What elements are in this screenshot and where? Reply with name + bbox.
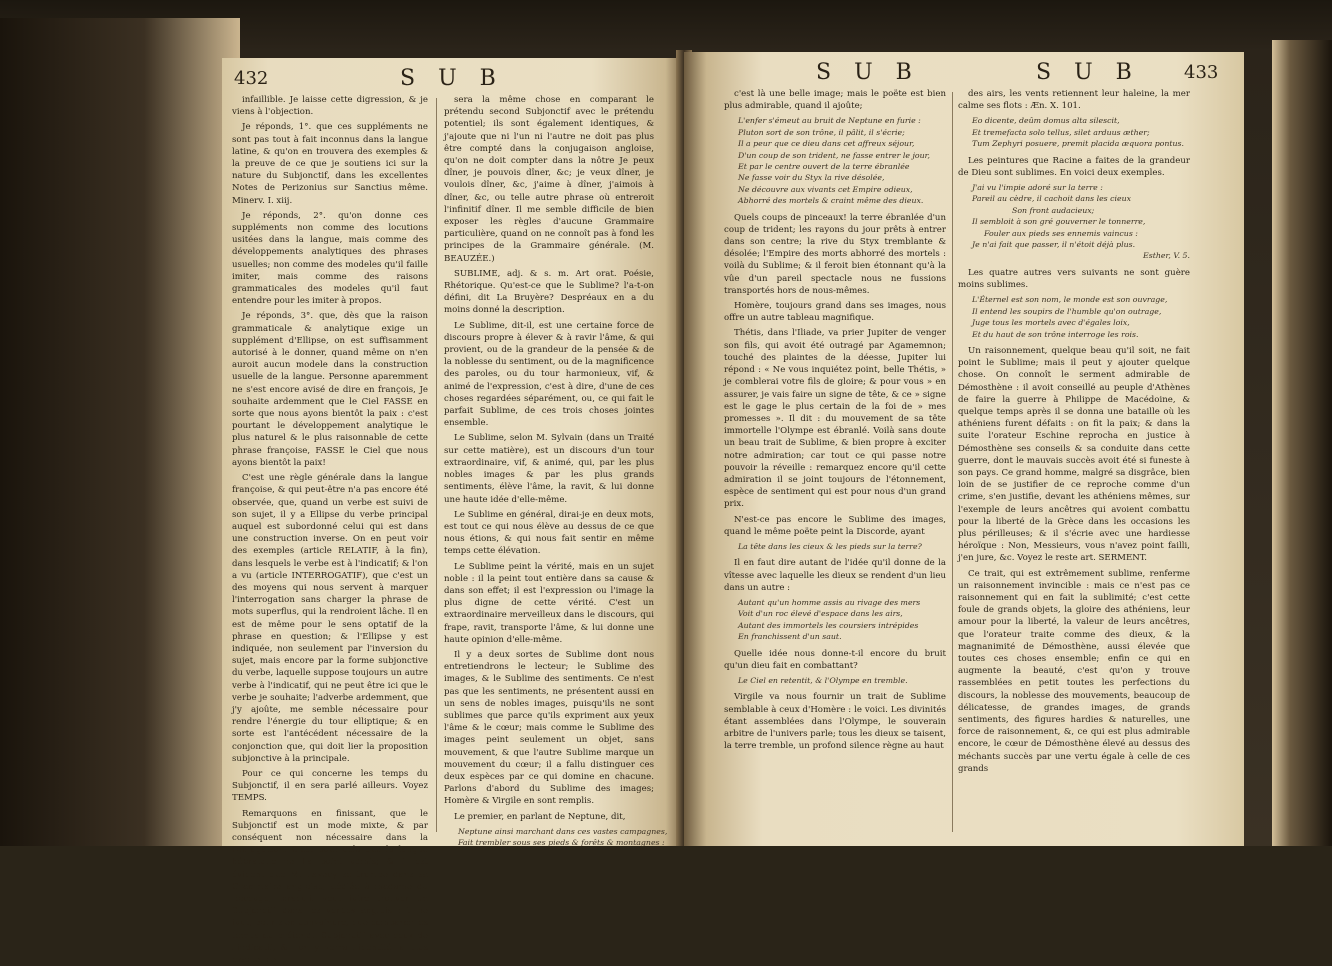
- verse-quote: [724, 115, 946, 206]
- verse-line: Pluton sort de son trône, il pâlit, il s'écrie;: [738, 127, 905, 137]
- verse-line: Ne fasse voir du Styx la rive désolée,: [738, 173, 885, 183]
- paragraph: des airs, les vents retiennent leur haleine, la mer calme ses flots : Æn. X. 101.: [958, 89, 1190, 112]
- paragraph: infaillible. Je laisse cette digression, & je viens à l'objection.: [232, 95, 428, 118]
- verse-line: Fouler aux pieds ses ennemis vaincus :: [984, 228, 1138, 238]
- verse-line: Abhorré des mortels & craint même des dieux.: [738, 196, 924, 206]
- verse-quote: [724, 541, 946, 552]
- verse-line: Fait trembler sous ses pieds & forêts & montagnes :: [458, 838, 665, 848]
- paragraph: N'est-ce pas encore le Sublime des images, quand le même poëte peint la Discorde, ayant: [724, 514, 946, 537]
- paragraph: c'est là une belle image; mais le poëte est bien plus admirable, quand il ajoûte;: [724, 89, 946, 112]
- verse-line: Tum Zephyri posuere, premit placida æquora pontus.: [972, 139, 1185, 149]
- verse-quote: [958, 294, 1190, 340]
- verse-line: Pareil au cèdre, il cachoit dans les cieux: [972, 194, 1132, 204]
- paragraph: Le Sublime, dit-il, est une certaine force de discours propre à élever & à ravir l'âme, & qui provient, ou de la grandeur de la pensée & de la noblesse du sentiment, ou de la magnificence des paroles, ou du tour harmonieux, vif, & animé de l'expression, c'est à dire, d'une de ces choses regardées séparément, ou, ce qui fait le parfait Sublime, de ces trois choses jointes ensemble.: [444, 320, 654, 429]
- paragraph: Quelle idée nous donne-t-il encore du bruit qu'un dieu fait en combattant?: [724, 648, 946, 671]
- left-column-1: [232, 94, 428, 966]
- paragraph: sera la même chose en comparant le prétendu second Subjonctif avec le prétendu potentiel; ils sont également identiques, & j'ajoute que ni l'un ni l'autre ne doit pas plus être compté dans la conjugaison angloise, qu'on ne doit compter dans la nôtre Je peux dîner, je pouvois dîner, &c; je veux dîner, je voulois dîner, &c, j'aime à dîner, j'aimois à dîner, &c, ou telle autre phrase où entreroit l'infinitif dîner. Il me semble difficile de bien exposer les règles d'aucune Grammaire particulière, quand on ne connoît pas à fond les principes de la Grammaire générale. (M. BEAUZÉE.): [444, 95, 654, 264]
- left-column-2: [444, 94, 668, 848]
- verse-line: La tête dans les cieux & les pieds sur la terre?: [738, 541, 922, 551]
- verse-line: Eo dicente, deûm domus alta silescit,: [972, 116, 1120, 126]
- paragraph: Un raisonnement, quelque beau qu'il soit, ne fait point le Sublime; mais il peut y ajouter quelque chose. On connoît le serment admirable de Démosthène : il avoit conseillé au peuple d'Athènes de faire la guerre à Philippe de Macédoine, & quelque temps après il se donna une bataille où les athéniens furent défaits : on fit la paix; & dans la suite l'orateur Eschine reprocha en justice à Démosthène ses conseils & sa conduite dans cette guerre, dont le mauvais succès avoit été si funeste à son pays. Ce grand homme, malgré sa disgrâce, bien loin de se justifier de ce reproche comme d'un crime, s'en justifie, devant les athéniens mêmes, sur l'exemple de leurs ancêtres qui avoient combattu pour la liberté de la Grèce dans les occasions les plus périlleuses; & il s'écrie avec une hardiesse héroïque : Non, Messieurs, vous n'avez point failli, j'en jure, &c. Voyez le reste art. SERMENT.: [958, 345, 1190, 564]
- verse-quote: [958, 182, 1190, 262]
- paragraph: Je réponds, 3°. que, dès que la raison grammaticale & analytique exige un supplément d'Ellipse, on est suffisamment autorisé à le donner, quand même on n'en auroit aucun modele dans la construction usuelle de la langue. Personne aparemment ne s'est encore avisé de dire en françois, Je souhaite ardemment que le Ciel FASSE en sorte que nous ayons bientôt la paix : c'est pourtant le développement analytique le plus naturel & le plus raisonnable de cette phrase françoise, FASSE le Ciel que nous ayons bientôt la paix!: [232, 311, 428, 468]
- verse-line: Le Ciel en retentit, & l'Olympe en tremble.: [738, 675, 908, 685]
- verse-line: Et par le centre ouvert de la terre ébranlée: [738, 162, 910, 172]
- column-rule: [436, 98, 437, 832]
- verse-line: L'Éternel est son nom, le monde est son ouvrage,: [972, 295, 1168, 305]
- verse-line: Voit d'un roc élevé d'espace dans les airs,: [738, 609, 903, 619]
- paragraph: Le Sublime en général, dirai-je en deux mots, est tout ce qui nous élève au dessus de ce que nous étions, & qui nous fait sentir en même temps cette élévation.: [444, 509, 654, 557]
- verse-citation: Esther, V. 5.: [1143, 251, 1190, 261]
- right-column-2: [958, 88, 1190, 838]
- verse-line: Son front audacieux;: [1012, 205, 1095, 215]
- verse-line: Je n'ai fait que passer, il n'étoit déjà plus.: [972, 240, 1136, 250]
- left-folio: 432: [234, 68, 269, 89]
- right-column-1: [724, 88, 946, 838]
- paragraph: Je réponds, 2°. qu'on donne ces suppléments non comme des locutions usitées dans la langue, mais comme des développements analytiques des phrases usuelles; non comme des modeles qu'il faille imiter, mais comme des raisons grammaticales des modeles qu'il faut entendre pour les imiter à propos.: [232, 210, 428, 307]
- verse-line: J'ai vu l'impie adoré sur la terre :: [972, 183, 1103, 193]
- paragraph: Remarquons en finissant, que le Subjonctif est un mode mixte, & par conséquent non nécessaire dans la conjugaison. C'est pour cela que la langue hébraïque ne l'a point admis; & il est évident que M. Lavecy se trompe dans sa Grammaire angloise, dédiée à madame du Boccage, lorsqu'il veut faire trouver un Subjonctif dans les verbes anglois : il ne faut, pour s'en convaincre, que comparer les temps du prétendu Subjonctif avec ceux de l'indicatif, & l'on y verra l'identité la plus exacte; ce: [232, 808, 428, 966]
- paragraph: Pour ce qui concerne les temps du Subjonctif, il en sera parlé ailleurs. Voyez TEMPS.: [232, 768, 428, 804]
- verse-line: Il entend les soupirs de l'humble qu'on outrage,: [972, 306, 1162, 316]
- paragraph: Le Sublime, selon M. Sylvain (dans un Traité sur cette matière), est un discours d'un tour extraordinaire, vif, & animé, qui, par les plus nobles images & par les plus grands sentiments, élève l'âme, la ravit, & lui donne une haute idée d'elle-même.: [444, 433, 654, 505]
- verse-quote: [724, 597, 946, 643]
- verse-line: Il a peur que ce dieu dans cet affreux séjour,: [738, 139, 915, 149]
- verse-line: D'un coup de son trident, ne fasse entrer le jour,: [738, 150, 930, 160]
- verse-line: Il sembloit à son gré gouverner le tonnerre,: [972, 217, 1146, 227]
- paragraph: Les peintures que Racine a faites de la grandeur de Dieu sont sublimes. En voici deux exemples.: [958, 155, 1190, 178]
- verse-line: Autant qu'un homme assis au rivage des mers: [738, 597, 921, 607]
- left-page: [222, 58, 684, 966]
- book-edge-right: [1272, 40, 1332, 846]
- verse-line: En franchissent d'un saut.: [738, 632, 842, 642]
- paragraph: Ce trait, qui est extrêmement sublime, renferme un raisonnement invincible : mais ce n'est pas ce raisonnement qui en fait la sublimité; c'est cette foule de grands objets, la gloire des athéniens, leur amour pour la liberté, la valeur de leurs ancêtres, que l'orateur traite comme des dieux, & la magnanimité de Démosthène, aussi élevée que toutes ces choses ensemble; enfin ce qui en augmente la beauté, c'est qu'on y trouve rassemblées en petit toutes les perfections du discours, la noblesse des mouvements, beaucoup de délicatesse, de grandes images, de grands sentiments, des figures hardies & naturelles, une force de raisonnement, &, ce qui est plus admirable encore, le cœur de Démosthène élevé au dessus des méchants succès par une vertu égale à celle de ces grands: [958, 568, 1190, 774]
- paragraph: Quels coups de pinceaux! la terre ébranlée d'un coup de trident; les rayons du jour prêts à entrer dans son centre; la rive du Styx tremblante & désolée; l'Empire des morts abhorré des mortels : voilà du Sublime; & il feroit bien étonnant qu'à la vûe d'un pareil spectacle nous ne fussions transportés hors de nous-mêmes.: [724, 212, 946, 296]
- paragraph: Homère, toujours grand dans ses images, nous offre un autre tableau magnifique.: [724, 301, 946, 324]
- verse-line: Neptune ainsi marchant dans ces vastes campagnes,: [458, 826, 668, 836]
- paragraph: Je réponds, 1°. que ces suppléments ne sont pas tout à fait inconnus dans la langue latine, & qu'on en trouvera des exemples & la preuve de ce que je soutiens ici sur la nature du Subjonctif, dans les excellentes Notes de Perizonius sur Sanctius même. Minerv. I. xiij.: [232, 122, 428, 206]
- verse-line: L'enfer s'émeut au bruit de Neptune en furie :: [738, 116, 921, 126]
- verse-quote: [958, 115, 1190, 149]
- left-running-head: S U B: [400, 66, 504, 91]
- paragraph: Il y a deux sortes de Sublime dont nous entretiendrons le lecteur; le Sublime des images, & le Sublime des sentiments. Ce n'est pas que les sentiments, ne présentent aussi en un sens de nobles images, puisqu'ils ne sont sublimes que parce qu'ils expriment aux yeux l'âme & le cœur; mais comme le Sublime des images peint seulement un objet, sans mouvement, & que l'autre Sublime marque un mouvement du cœur; il a fallu distinguer ces deux espèces par ce qui domine en chacune. Parlons d'abord du Sublime des images; Homère & Virgile en sont remplis.: [444, 649, 654, 807]
- verse-line: Et tremefacta solo tellus, silet arduus æther;: [972, 127, 1150, 137]
- right-folio: 433: [1184, 62, 1219, 83]
- column-rule: [952, 92, 953, 832]
- verse-line: Juge tous les mortels avec d'égales loix,: [972, 318, 1130, 328]
- verse-quote: [724, 675, 946, 686]
- right-page: [684, 52, 1244, 846]
- paragraph: C'est une règle générale dans la langue françoise, & qui peut-être n'a pas encore été observée, que, quand un verbe est suivi de son sujet, il y a Ellipse du verbe principal auquel est subordonné celui qui est dans une construction inverse. On en peut voir des exemples (article RELATIF, à la fin), dans lesquels le verbe est à l'indicatif; & l'on a vu (article INTERROGATIF), que c'est un des moyens qui nous servent à marquer l'interrogation sans charger la phrase de mots superflus, qui la rendroient lâche. Il en est de même pour le sens optatif de la phrase en question; & l'Ellipse y est indiquée, non seulement par l'inversion du sujet, mais encore par la forme subjonctive du verbe, laquelle suppose toujours un autre verbe à l'indicatif, qui ne peut être ici que le verbe je souhaite; l'adverbe ardemment, que j'y ajoûte, me semble nécessaire pour rendre l'énergie du tour elliptique; & en sorte est l'antécédent nécessaire de la conjonction que, qui doit lier la proposition subjonctive à la principale.: [232, 473, 428, 764]
- right-running-head-left: S U B: [816, 60, 920, 85]
- paragraph: Virgile va nous fournir un trait de Sublime semblable à ceux d'Homère : le voici. Les divinités étant assemblées dans l'Olympe, le souverain arbitre de l'univers parle; tous les dieux se taisent, la terre tremble, un profond silence règne au haut: [724, 692, 946, 752]
- verse-line: Et du haut de son trône interroge les rois.: [972, 329, 1139, 339]
- verse-line: Ne découvre aux vivants cet Empire odieux,: [738, 184, 913, 194]
- paragraph: Le premier, en parlant de Neptune, dit,: [454, 811, 626, 822]
- right-running-head-right: S U B: [1036, 60, 1140, 85]
- verse-line: Autant des immortels les coursiers intrépides: [738, 620, 919, 630]
- book-edge-left: [0, 18, 240, 846]
- paragraph: Les quatre autres vers suivants ne sont guère moins sublimes.: [958, 267, 1190, 291]
- paragraph: Thétis, dans l'Iliade, va prier Jupiter de venger son fils, qui avoit été outragé par Agamemnon; touché des plaintes de la déesse, Jupiter lui répond : « Ne vous inquiétez point, belle Thétis, » je comblerai votre fils de gloire; & pour vous » en assurer, je vais faire un signe de tête, & ce » signe est le gage le plus certain de la foi de » mes promesses ». Il dit : du mouvement de sa tête immortelle l'Olympe est ébranlé. Voilà sans doute un beau trait de Sublime, & bien propre à exciter notre admiration; car tout ce qui passe notre pouvoir la réveille : remarquez encore qu'il cette admiration il se joint toujours de l'étonnement, espèce de sentiment qui est pour nous d'un grand prix.: [724, 328, 946, 510]
- paragraph: Il en faut dire autant de l'idée qu'il donne de la vîtesse avec laquelle les dieux se rendent d'un lieu dans un autre :: [724, 558, 946, 593]
- verse-quote: [444, 826, 668, 849]
- paragraph: Le Sublime peint la vérité, mais en un sujet noble : il la peint tout entière dans sa cause & dans son effet; il est l'expression ou l'image la plus digne de cette vérité. C'est un extraordinaire merveilleux dans le discours, qui frape, ravit, transporte l'âme, & lui donne une haute opinion d'elle-même.: [444, 561, 654, 645]
- paragraph: SUBLIME, adj. & s. m. Art orat. Poésie, Rhétorique. Qu'est-ce que le Sublime? l'a-t-on défini, dit La Bruyère? Despréaux en a du moins donné la description.: [444, 268, 654, 316]
